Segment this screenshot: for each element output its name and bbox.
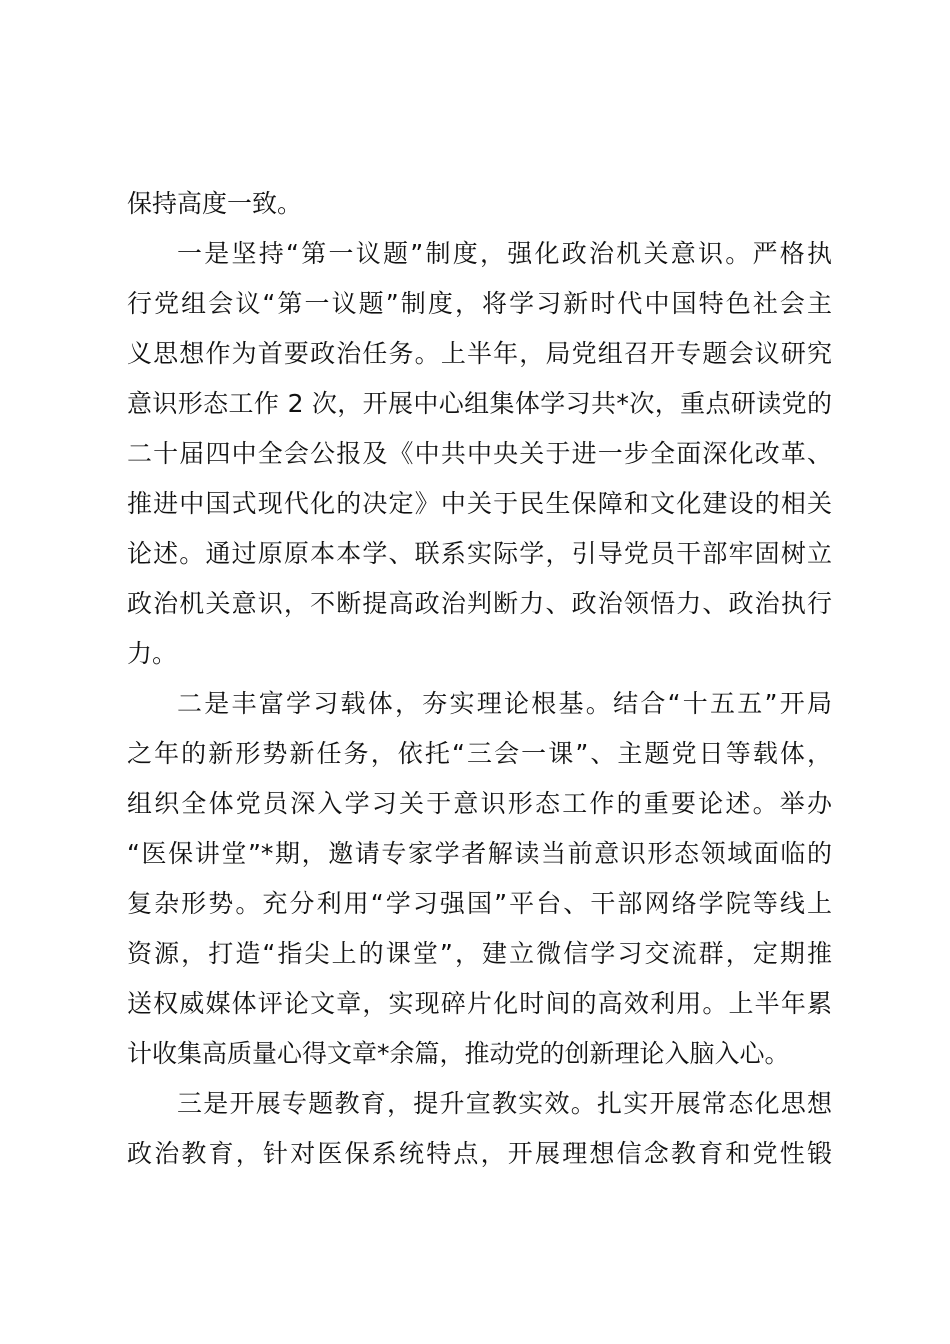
text-line-6: 二十届四中全会公报及《中共中央关于进一步全面深化改革、 (127, 439, 832, 468)
text-line-8: 论述。通过原原本本学、联系实际学，引导党员干部牢固树立 (127, 539, 832, 568)
text-line-3: 行党组会议“第一议题”制度，将学习新时代中国特色社会主 (127, 289, 832, 318)
text-line-18: 计收集高质量心得文章*余篇，推动党的创新理论入脑入心。 (127, 1039, 790, 1068)
text-line-13: 组织全体党员深入学习关于意识形态工作的重要论述。举办 (127, 789, 832, 818)
text-line-12: 之年的新形势新任务，依托“三会一课”、主题党日等载体， (127, 739, 832, 768)
text-line-19: 三是开展专题教育，提升宣教实效。扎实开展常态化思想 (177, 1089, 832, 1118)
text-line-4: 义思想作为首要政治任务。上半年，局党组召开专题会议研究 (127, 339, 832, 368)
text-line-20: 政治教育，针对医保系统特点，开展理想信念教育和党性锻 (127, 1139, 832, 1168)
text-line-14: “医保讲堂”*期，邀请专家学者解读当前意识形态领域面临的 (127, 839, 832, 868)
text-line-5: 意识形态工作 2 次，开展中心组集体学习共*次，重点研读党的 (127, 389, 832, 418)
text-line-7: 推进中国式现代化的决定》中关于民生保障和文化建设的相关 (127, 489, 832, 518)
text-line-16: 资源，打造“指尖上的课堂”，建立微信学习交流群，定期推 (127, 939, 832, 968)
text-line-11: 二是丰富学习载体，夯实理论根基。结合“十五五”开局 (177, 689, 832, 718)
text-line-9: 政治机关意识，不断提高政治判断力、政治领悟力、政治执行 (127, 589, 832, 618)
text-line-2: 一是坚持“第一议题”制度，强化政治机关意识。严格执 (177, 239, 832, 268)
text-line-10: 力。 (127, 639, 178, 668)
text-line-15: 复杂形势。充分利用“学习强国”平台、干部网络学院等线上 (127, 889, 832, 918)
text-line-17: 送权威媒体评论文章，实现碎片化时间的高效利用。上半年累 (127, 989, 832, 1018)
text-line-1: 保持高度一致。 (127, 189, 303, 218)
